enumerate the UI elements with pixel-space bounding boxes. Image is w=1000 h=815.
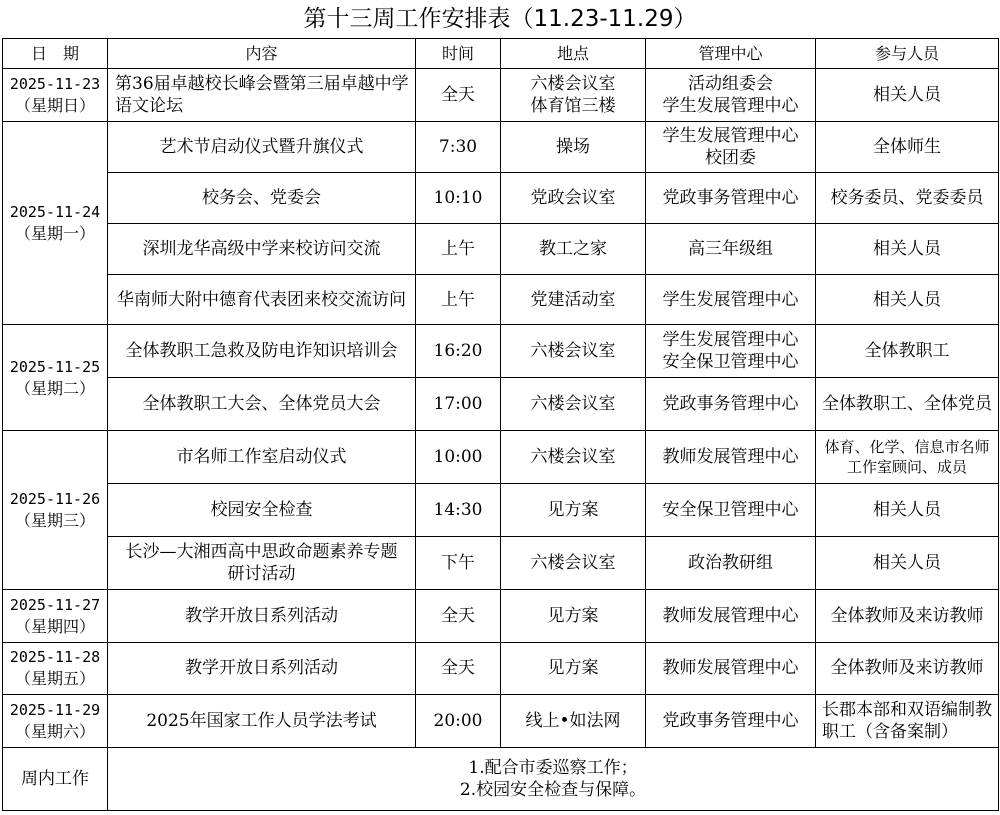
event-center: [646, 536, 816, 589]
date-value: 2025-11-27: [9, 595, 101, 614]
event-time: 17:00: [416, 378, 501, 431]
date-cell: [3, 121, 108, 324]
event-time: 20:00: [416, 694, 501, 747]
header-content: 内容: [108, 39, 416, 69]
weekly-work-item: 1.配合市委巡察工作；: [468, 757, 638, 778]
schedule-table: [2, 38, 999, 811]
event-time: 全天: [416, 69, 501, 122]
weekday-label: （星期一）: [14, 224, 95, 244]
table-row: [3, 121, 999, 172]
weekday-label: （星期三）: [14, 511, 95, 531]
weekday-label: （星期二）: [14, 378, 95, 398]
event-participants: 相关人员: [816, 69, 999, 122]
weekday-label: （星期六）: [14, 721, 95, 741]
event-center: [646, 325, 816, 378]
header-row: [3, 39, 999, 69]
center-line: 活动组委会: [688, 73, 773, 94]
place-line: 教工之家: [539, 239, 607, 260]
event-participants: 体育、化学、信息市名师工作室顾问、成员: [816, 431, 999, 484]
event-center: [646, 275, 816, 325]
event-participants: 全体师生: [816, 121, 999, 172]
weekly-work-row: [3, 747, 999, 810]
event-place: [501, 536, 646, 589]
event-time: 7:30: [416, 121, 501, 172]
table-row: [3, 378, 999, 431]
event-time: 上午: [416, 275, 501, 325]
event-place: [501, 589, 646, 642]
place-line: 六楼会议室: [530, 394, 616, 415]
table-row: [3, 69, 999, 122]
event-content: 2025年国家工作人员学法考试: [108, 694, 416, 747]
date-value: 2025-11-28: [9, 648, 101, 667]
event-center: [646, 69, 816, 122]
header-date: 日 期: [3, 39, 108, 69]
date-value: 2025-11-29: [9, 700, 101, 719]
place-line: 体育馆三楼: [530, 95, 616, 116]
date-value: 2025-11-25: [9, 357, 101, 376]
table-row: [3, 484, 999, 537]
date-value: 2025-11-23: [9, 74, 101, 93]
event-participants: 全体教师及来访教师: [816, 642, 999, 694]
place-line: 见方案: [547, 500, 599, 521]
event-participants: 相关人员: [816, 536, 999, 589]
header-time: 时间: [416, 39, 501, 69]
event-center: [646, 431, 816, 484]
header-center: 管理中心: [646, 39, 816, 69]
event-participants: 全体教师及来访教师: [816, 589, 999, 642]
weekly-work-label: 周内工作: [3, 747, 108, 810]
center-line: 党政事务管理中心: [662, 394, 799, 415]
place-line: 党政会议室: [530, 187, 616, 208]
center-line: 校团委: [705, 147, 756, 168]
center-line: 学生发展管理中心: [662, 95, 799, 116]
table-row: [3, 223, 999, 275]
event-participants: 相关人员: [816, 275, 999, 325]
event-content: 校务会、党委会: [108, 172, 416, 223]
event-time: 14:30: [416, 484, 501, 537]
center-line: 教师发展管理中心: [662, 447, 799, 468]
place-line: 党建活动室: [530, 289, 616, 310]
event-participants: 相关人员: [816, 484, 999, 537]
event-center: [646, 121, 816, 172]
event-time: 全天: [416, 642, 501, 694]
weekly-work-item: 2.校园安全检查与保障。: [459, 779, 647, 800]
event-center: [646, 642, 816, 694]
event-content: 深圳龙华高级中学来校访问交流: [108, 223, 416, 275]
center-line: 安全保卫管理中心: [662, 352, 799, 373]
event-time: 10:00: [416, 431, 501, 484]
event-place: [501, 172, 646, 223]
place-line: 六楼会议室: [530, 447, 616, 468]
place-line: 见方案: [547, 658, 599, 679]
place-line: 操场: [556, 136, 590, 157]
date-cell: [3, 69, 108, 122]
event-time: 10:10: [416, 172, 501, 223]
place-line: 线上•如法网: [525, 710, 621, 731]
date-cell: [3, 642, 108, 694]
event-time: 下午: [416, 536, 501, 589]
page-title: 第十三周工作安排表（11.23-11.29）: [303, 6, 697, 32]
event-center: [646, 484, 816, 537]
event-content: 教学开放日系列活动: [108, 642, 416, 694]
header-participants: 参与人员: [816, 39, 999, 69]
place-line: 六楼会议室: [530, 73, 616, 94]
event-content: 华南师大附中德育代表团来校交流访问: [108, 275, 416, 325]
event-place: [501, 378, 646, 431]
event-place: [501, 484, 646, 537]
place-line: 六楼会议室: [530, 341, 616, 362]
table-row: [3, 642, 999, 694]
event-content: 全体教职工急救及防电诈知识培训会: [108, 325, 416, 378]
center-line: 党政事务管理中心: [662, 187, 799, 208]
center-line: 学生发展管理中心: [662, 330, 799, 351]
weekday-label: （星期四）: [14, 616, 95, 636]
table-row: [3, 694, 999, 747]
event-content: 艺术节启动仪式暨升旗仪式: [108, 121, 416, 172]
event-center: [646, 172, 816, 223]
center-line: 教师发展管理中心: [662, 605, 799, 626]
weekday-label: （星期日）: [14, 95, 95, 115]
table-row: [3, 325, 999, 378]
center-line: 高三年级组: [688, 239, 773, 260]
event-place: [501, 69, 646, 122]
event-content: 校园安全检查: [108, 484, 416, 537]
event-center: [646, 223, 816, 275]
event-place: [501, 694, 646, 747]
center-line: 安全保卫管理中心: [662, 500, 799, 521]
event-content: 市名师工作室启动仪式: [108, 431, 416, 484]
event-place: [501, 642, 646, 694]
event-content: 教学开放日系列活动: [108, 589, 416, 642]
event-center: [646, 694, 816, 747]
table-row: [3, 172, 999, 223]
event-participants: 全体教职工、全体党员: [816, 378, 999, 431]
table-row: [3, 431, 999, 484]
weekly-work-items: [108, 747, 999, 810]
center-line: 学生发展管理中心: [662, 125, 799, 146]
event-place: [501, 431, 646, 484]
event-participants: 校务委员、党委委员: [816, 172, 999, 223]
date-value: 2025-11-24: [9, 203, 101, 222]
event-center: [646, 589, 816, 642]
date-cell: [3, 431, 108, 590]
event-content: 长沙—大湘西高中思政命题素养专题研讨活动: [108, 536, 416, 589]
date-value: 2025-11-26: [9, 490, 101, 509]
center-line: 政治教研组: [688, 552, 773, 573]
date-cell: [3, 325, 108, 431]
date-cell: [3, 589, 108, 642]
event-content: 第36届卓越校长峰会暨第三届卓越中学语文论坛: [108, 69, 416, 122]
event-participants: 相关人员: [816, 223, 999, 275]
header-place: 地点: [501, 39, 646, 69]
event-participants: 长郡本部和双语编制教职工（含备案制）: [816, 694, 999, 747]
event-content: 全体教职工大会、全体党员大会: [108, 378, 416, 431]
weekday-label: （星期五）: [14, 669, 95, 689]
event-participants: 全体教职工: [816, 325, 999, 378]
event-time: 16:20: [416, 325, 501, 378]
event-place: [501, 275, 646, 325]
event-time: 全天: [416, 589, 501, 642]
event-time: 上午: [416, 223, 501, 275]
event-place: [501, 325, 646, 378]
table-row: [3, 275, 999, 325]
place-line: 六楼会议室: [530, 552, 616, 573]
event-place: [501, 121, 646, 172]
event-place: [501, 223, 646, 275]
place-line: 见方案: [547, 605, 599, 626]
event-center: [646, 378, 816, 431]
date-cell: [3, 694, 108, 747]
table-row: [3, 536, 999, 589]
center-line: 党政事务管理中心: [662, 710, 799, 731]
center-line: 学生发展管理中心: [662, 289, 799, 310]
table-row: [3, 589, 999, 642]
center-line: 教师发展管理中心: [662, 658, 799, 679]
